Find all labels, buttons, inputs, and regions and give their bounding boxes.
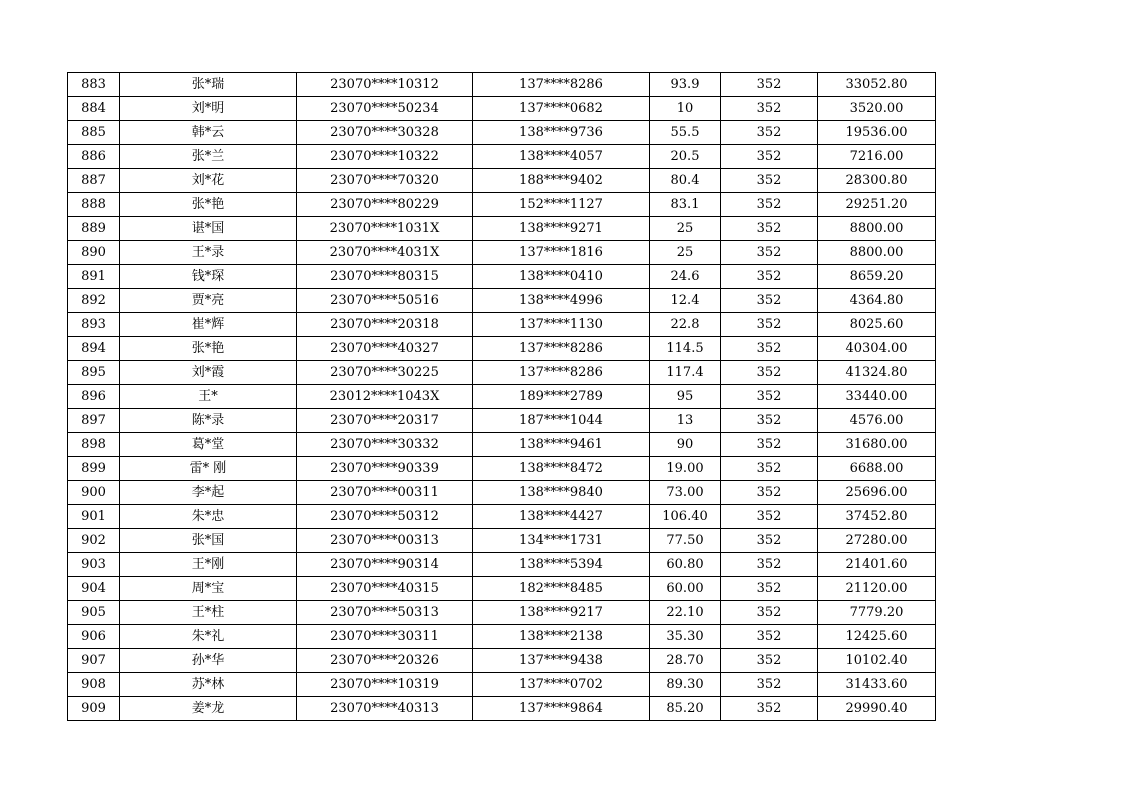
row-number-cell: 899 [68,457,120,481]
name-cell: 谌*国 [120,217,297,241]
rate-cell: 352 [721,433,818,457]
table-row [68,97,936,121]
phone-cell: 182****8485 [473,577,650,601]
table-row [68,121,936,145]
amount-cell: 31433.60 [818,673,936,697]
table-row [68,265,936,289]
amount-cell: 27280.00 [818,529,936,553]
area-cell: 93.9 [650,73,721,97]
table-row [68,313,936,337]
area-cell: 114.5 [650,337,721,361]
id-number-cell: 23070****10312 [297,73,473,97]
id-number-cell: 23070****90339 [297,457,473,481]
rate-cell: 352 [721,625,818,649]
id-number-cell: 23070****50312 [297,505,473,529]
name-cell: 雷* 刚 [120,457,297,481]
id-number-cell: 23070****10322 [297,145,473,169]
table-row [68,73,936,97]
id-number-cell: 23070****80229 [297,193,473,217]
table-row [68,697,936,721]
area-cell: 83.1 [650,193,721,217]
id-number-cell: 23070****30328 [297,121,473,145]
amount-cell: 8025.60 [818,313,936,337]
rate-cell: 352 [721,289,818,313]
area-cell: 90 [650,433,721,457]
row-number-cell: 898 [68,433,120,457]
records-table [67,72,936,721]
amount-cell: 28300.80 [818,169,936,193]
rate-cell: 352 [721,505,818,529]
id-number-cell: 23070****40315 [297,577,473,601]
rate-cell: 352 [721,601,818,625]
rate-cell: 352 [721,697,818,721]
name-cell: 陈*录 [120,409,297,433]
row-number-cell: 887 [68,169,120,193]
id-number-cell: 23070****30332 [297,433,473,457]
area-cell: 24.6 [650,265,721,289]
row-number-cell: 891 [68,265,120,289]
amount-cell: 12425.60 [818,625,936,649]
row-number-cell: 909 [68,697,120,721]
amount-cell: 37452.80 [818,505,936,529]
name-cell: 孙*华 [120,649,297,673]
id-number-cell: 23070****20326 [297,649,473,673]
amount-cell: 33052.80 [818,73,936,97]
rate-cell: 352 [721,73,818,97]
phone-cell: 138****4057 [473,145,650,169]
id-number-cell: 23070****4031X [297,241,473,265]
area-cell: 89.30 [650,673,721,697]
name-cell: 贾*亮 [120,289,297,313]
rate-cell: 352 [721,553,818,577]
table-row [68,505,936,529]
name-cell: 钱*琛 [120,265,297,289]
row-number-cell: 902 [68,529,120,553]
area-cell: 28.70 [650,649,721,673]
phone-cell: 152****1127 [473,193,650,217]
area-cell: 60.80 [650,553,721,577]
amount-cell: 29990.40 [818,697,936,721]
area-cell: 77.50 [650,529,721,553]
table-body [68,73,936,721]
table-row [68,241,936,265]
name-cell: 刘*花 [120,169,297,193]
row-number-cell: 884 [68,97,120,121]
row-number-cell: 906 [68,625,120,649]
name-cell: 朱*礼 [120,625,297,649]
row-number-cell: 888 [68,193,120,217]
row-number-cell: 904 [68,577,120,601]
area-cell: 60.00 [650,577,721,601]
row-number-cell: 908 [68,673,120,697]
table-row [68,481,936,505]
table-row [68,385,936,409]
row-number-cell: 900 [68,481,120,505]
table-row [68,649,936,673]
rate-cell: 352 [721,577,818,601]
rate-cell: 352 [721,145,818,169]
phone-cell: 188****9402 [473,169,650,193]
phone-cell: 138****5394 [473,553,650,577]
name-cell: 王*刚 [120,553,297,577]
phone-cell: 137****8286 [473,337,650,361]
phone-cell: 137****1130 [473,313,650,337]
table-row [68,409,936,433]
rate-cell: 352 [721,529,818,553]
phone-cell: 137****8286 [473,361,650,385]
amount-cell: 29251.20 [818,193,936,217]
amount-cell: 3520.00 [818,97,936,121]
rate-cell: 352 [721,673,818,697]
amount-cell: 31680.00 [818,433,936,457]
name-cell: 刘*霞 [120,361,297,385]
amount-cell: 4576.00 [818,409,936,433]
amount-cell: 25696.00 [818,481,936,505]
phone-cell: 138****9217 [473,601,650,625]
amount-cell: 8800.00 [818,217,936,241]
amount-cell: 8659.20 [818,265,936,289]
amount-cell: 33440.00 [818,385,936,409]
row-number-cell: 897 [68,409,120,433]
table-row [68,361,936,385]
table-row [68,553,936,577]
rate-cell: 352 [721,121,818,145]
area-cell: 22.8 [650,313,721,337]
rate-cell: 352 [721,385,818,409]
area-cell: 73.00 [650,481,721,505]
row-number-cell: 905 [68,601,120,625]
name-cell: 韩*云 [120,121,297,145]
phone-cell: 138****4427 [473,505,650,529]
rate-cell: 352 [721,241,818,265]
row-number-cell: 895 [68,361,120,385]
table-row [68,433,936,457]
id-number-cell: 23070****40327 [297,337,473,361]
amount-cell: 41324.80 [818,361,936,385]
table-row [68,457,936,481]
id-number-cell: 23070****50234 [297,97,473,121]
area-cell: 25 [650,217,721,241]
name-cell: 张*瑞 [120,73,297,97]
data-sheet [67,72,935,721]
amount-cell: 21401.60 [818,553,936,577]
rate-cell: 352 [721,217,818,241]
name-cell: 王* [120,385,297,409]
name-cell: 张*兰 [120,145,297,169]
name-cell: 张*艳 [120,193,297,217]
id-number-cell: 23070****40313 [297,697,473,721]
phone-cell: 138****4996 [473,289,650,313]
area-cell: 10 [650,97,721,121]
table-row [68,289,936,313]
rate-cell: 352 [721,193,818,217]
id-number-cell: 23070****20318 [297,313,473,337]
amount-cell: 10102.40 [818,649,936,673]
id-number-cell: 23070****00311 [297,481,473,505]
area-cell: 95 [650,385,721,409]
area-cell: 55.5 [650,121,721,145]
area-cell: 106.40 [650,505,721,529]
phone-cell: 189****2789 [473,385,650,409]
rate-cell: 352 [721,313,818,337]
table-row [68,601,936,625]
id-number-cell: 23070****10319 [297,673,473,697]
amount-cell: 40304.00 [818,337,936,361]
rate-cell: 352 [721,481,818,505]
id-number-cell: 23070****80315 [297,265,473,289]
table-row [68,145,936,169]
name-cell: 张*艳 [120,337,297,361]
phone-cell: 138****9271 [473,217,650,241]
area-cell: 22.10 [650,601,721,625]
phone-cell: 138****2138 [473,625,650,649]
area-cell: 25 [650,241,721,265]
rate-cell: 352 [721,97,818,121]
id-number-cell: 23070****50313 [297,601,473,625]
row-number-cell: 896 [68,385,120,409]
id-number-cell: 23070****70320 [297,169,473,193]
name-cell: 王*录 [120,241,297,265]
area-cell: 19.00 [650,457,721,481]
amount-cell: 7779.20 [818,601,936,625]
phone-cell: 138****8472 [473,457,650,481]
amount-cell: 6688.00 [818,457,936,481]
phone-cell: 138****0410 [473,265,650,289]
area-cell: 12.4 [650,289,721,313]
rate-cell: 352 [721,361,818,385]
rate-cell: 352 [721,169,818,193]
name-cell: 王*柱 [120,601,297,625]
id-number-cell: 23070****30311 [297,625,473,649]
amount-cell: 21120.00 [818,577,936,601]
amount-cell: 7216.00 [818,145,936,169]
area-cell: 20.5 [650,145,721,169]
row-number-cell: 889 [68,217,120,241]
phone-cell: 138****9736 [473,121,650,145]
name-cell: 姜*龙 [120,697,297,721]
phone-cell: 138****9461 [473,433,650,457]
row-number-cell: 893 [68,313,120,337]
phone-cell: 134****1731 [473,529,650,553]
table-row [68,673,936,697]
name-cell: 周*宝 [120,577,297,601]
row-number-cell: 885 [68,121,120,145]
row-number-cell: 901 [68,505,120,529]
phone-cell: 137****0702 [473,673,650,697]
table-row [68,529,936,553]
area-cell: 13 [650,409,721,433]
phone-cell: 137****0682 [473,97,650,121]
name-cell: 朱*忠 [120,505,297,529]
name-cell: 刘*明 [120,97,297,121]
table-row [68,625,936,649]
phone-cell: 137****9438 [473,649,650,673]
amount-cell: 8800.00 [818,241,936,265]
name-cell: 苏*林 [120,673,297,697]
id-number-cell: 23070****00313 [297,529,473,553]
row-number-cell: 903 [68,553,120,577]
phone-cell: 137****8286 [473,73,650,97]
row-number-cell: 907 [68,649,120,673]
table-row [68,577,936,601]
name-cell: 张*国 [120,529,297,553]
table-row [68,337,936,361]
amount-cell: 4364.80 [818,289,936,313]
name-cell: 李*起 [120,481,297,505]
table-row [68,169,936,193]
table-row [68,217,936,241]
row-number-cell: 894 [68,337,120,361]
rate-cell: 352 [721,409,818,433]
rate-cell: 352 [721,457,818,481]
id-number-cell: 23070****20317 [297,409,473,433]
area-cell: 85.20 [650,697,721,721]
rate-cell: 352 [721,265,818,289]
phone-cell: 187****1044 [473,409,650,433]
table-row [68,193,936,217]
name-cell: 葛*堂 [120,433,297,457]
row-number-cell: 883 [68,73,120,97]
area-cell: 80.4 [650,169,721,193]
id-number-cell: 23012****1043X [297,385,473,409]
id-number-cell: 23070****30225 [297,361,473,385]
area-cell: 117.4 [650,361,721,385]
id-number-cell: 23070****50516 [297,289,473,313]
row-number-cell: 892 [68,289,120,313]
id-number-cell: 23070****1031X [297,217,473,241]
rate-cell: 352 [721,649,818,673]
row-number-cell: 886 [68,145,120,169]
phone-cell: 137****1816 [473,241,650,265]
amount-cell: 19536.00 [818,121,936,145]
rate-cell: 352 [721,337,818,361]
id-number-cell: 23070****90314 [297,553,473,577]
row-number-cell: 890 [68,241,120,265]
phone-cell: 137****9864 [473,697,650,721]
area-cell: 35.30 [650,625,721,649]
name-cell: 崔*辉 [120,313,297,337]
phone-cell: 138****9840 [473,481,650,505]
